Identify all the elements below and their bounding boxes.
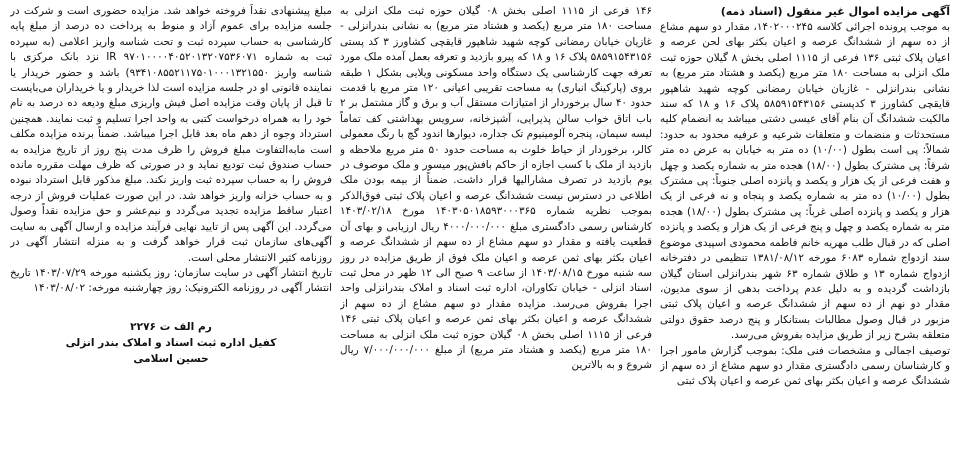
notice-column-left bbox=[10, 4, 332, 454]
notice-description-paragraph: توصیف اجمالی و مشخصات فنی ملک: بموجب گزارش مامور اجرا و کارشناسان رسمی دادگستری مقدار دو سهم مشاع از ده سهم از ششدانگ عرصه و اعیان بکثر بهای ثمن عرصه و اعیان پلاک ثبتی bbox=[660, 344, 950, 388]
notice-terms-paragraph: مبلغ پیشنهادی نقداً فروخته خواهد شد. مزایده حضوری است و شرکت در جلسه مزایده برای عموم آزاد و منوط به پرداخت ده درصد از مبلغ پایه کارشناسی به حساب سپرده ثبت و تحت شناسه واریز اعلامی (به سپرده ثبت به شماره IR ۹۷۰۱۰۰۰۰۴۰۵۲۰۱۳۲۰۷۵۳۶۰۷۱ نزد بانک مرکزی با شناسه واریز ۹۳۴۱۰۸۵۵۲۱۱۷۵۰۱۰۰۰۱۳۲۱۵۵۰) باشد و حضور خریدار یا نماینده قانونی او در جلسه مزایده است لذا خریدار و یا خریداران می‌بایست تا قبل از پایان وقت مزایده اصل فیش واریزی مبلغ ودیعه ده درصد به نام خود را به همراه درخواست کتبی به واحد اجرا تسلیم و ثبت نمایند. همچنین استرداد وجوه از دهم ماه بعد قابل اجرا میباشد. ضمناً برنده مزایده مکلف است مابه‌التفاوت مبلغ فروش را ظرف مدت پنج روز از تاریخ مزایده به حساب صندوق ثبت تودیع نماید و در صورتی که ظرف مهلت مقرره مانده فروش را به حساب سپرده ثبت واریز نکند. مبلغ مذکور قابل استرداد نبوده و به حساب خزانه واریز خواهد شد. در این صورت عملیات فروش از درجه اعتبار ساقط مزایده تجدید می‌گردد و نیم‌عشر و حق مزایده نقداً وصول می‌گردد. این آگهی پس از تایید نهایی فرآیند مزایده و ارسال آگهی به سایت آگهی‌های سازمان ثبت قرار خواهد گرفت و به منزله انتشار آگهی در روزنامه کثیر الانتشار محلی است. bbox=[10, 5, 332, 264]
signature-title: کفیل اداره ثبت اسناد و املاک بندر انزلی bbox=[65, 336, 277, 349]
signature-reference: رم الف ت ۲۲۷۶ bbox=[130, 320, 212, 333]
signature-block bbox=[10, 319, 332, 367]
notice-title: آگهی مزایده اموال غیر منقول (اسناد ذمه) bbox=[720, 5, 950, 18]
signature-name: حسین اسلامی bbox=[133, 352, 209, 365]
notice-publication-dates: تاریخ انتشار آگهی در سایت سازمان: روز یکشنبه مورخه ۱۴۰۳/۰۷/۲۹ تاریخ انتشار آگهی در روزنامه الکترونیک: روز چهارشنبه مورخه: ۱۴۰۳/۰۸/۰۲ bbox=[10, 266, 332, 295]
notice-column-right bbox=[660, 4, 950, 454]
notice-intro-paragraph: به موجب پرونده اجرائی کلاسه ۱۴۰۲۰۰۰۲۴۵، مقدار دو سهم مشاع از ده سهم از ششدانگ عرصه و اعیان بکثر بهای لحن عرصه و اعیان پلاک ثبتی ۱۳۶ فرعی از ۱۱۱۵ اصلی بخش ۸ گیلان حوزه ثبت ملک انزلی به مساحت ۱۸۰ متر مربع (یکصد و هشتاد متر مربع) به نشانی بندرانزلی - غازیان خیابان رمضانی کوچه شهید شاهپور قایقچی کشاورز ۳ کدپستی ۵۸۵۹۱۵۴۳۱۵۶ پلاک ۱۶ و ۱۸ که سند مالکیت ششدانگ آن بنام آقای عیسی دشتی میباشد به انضمام کلیه مستحدثات و منضمات و متعلقات شرعیه و عرفیه محدود به حدود: شمالاً: پی است بطول (۱۰/۰۰) ده متر به خیابان به عرض ده متر شرقاً: پی مشترک بطول (۱۸/۰۰) هجده متر به شماره یکصد و چهل و هفت فرعی از یک هزار و یکصد و پانزده اصلی جنوباً: پی مشترک بطول (۱۰/۰۰) ده متر به شماره یکصد و پنجاه و نه فرعی از یک هزار و یکصد و پانزده اصلی غرباً: پی مشترک بطول (۱۸/۰۰) هجده متر به شماره یکصد و چهل و پنج فرعی از یک هزار و یکصد و پانزده اصلی که در قبال طلب مهریه خانم فاطمه محمودی اسپیدی موضوع سند ازدواج شماره ۶۰۸۳ مورخه ۱۳۸۱/۰۸/۱۲ تنظیمی در دفترخانه ازدواج شماره ۱۳ و طلاق شماره ۶۳ شهر بندرانزلی استان گیلان بازداشت گردیده و به دلیل عدم پرداخت بدهی از سوی مدیون، مقدار دو نهم از ده سهم از ششدانگ عرصه و اعیان پلاک ثبتی مزبور در قبال وصول مطالبات بستانکار و پنج درصد حقوق دولتی متعلقه بشرح زیر از طریق مزایده بفروش می‌رسد. bbox=[660, 21, 950, 342]
notice-property-details-paragraph: ۱۴۶ فرعی از ۱۱۱۵ اصلی بخش ۰۸ گیلان حوزه ثبت ملک انزلی به مساحت ۱۸۰ متر مربع (یکصد و هشتاد متر مربع) به نشانی بندرانزلی - غازیان خیابان رمضانی کوچه شهید شاهپور قایقچی کشاورز ۳ کد پستی ۵۸۵۹۱۵۴۳۱۵۶ پلاک ۱۶ و ۱۸ که پیرو بازدید و تعرفه بعمل آمده ملک مورد تعرفه جهت کارشناسی یک دستگاه واحد مسکونی ویلایی بشکل ۱ طبقه بروی (پارکینگ انباری) به مساحت تقریبی اعیانی ۱۲۰ متر مربع با قدمت حدود ۴۰ سال برخوردار از امتیازات مستقل آب و برق و گاز مشتمل بر ۲ باب اتاق خواب سالن پذیرایی، آشپزخانه، سرویس بهداشتی کف تماماً لیسه سیمان، پنجره آلومینیوم تک جداره، دیوارها اندود گچ با رنگ معمولی کالر، برخوردار از حیاط خلوت به مساحت حدود ۵۰ متر مربع ملاحظه و بازدید از ملک با کسب اجازه از حاکم بافش‌پور میسور و ملک موصوف در یوم بازدید در تصرف مشارالیها قرار داشت. ضمناً از بیمه بودن ملک اطلاعی در دسترس نیست ششدانگ عرصه و اعیان پلاک ثبتی فوق‌الذکر بموجب نظریه شماره ۱۴۰۳۰۵۰۱۸۵۹۳۰۰۰۳۶۵ مورخ ۱۴۰۳/۰۲/۱۸ کارشناس رسمی دادگستری مبلغ ۴۰۰۰/۰۰۰/۰۰۰ ریال ارزیابی و بهای آن قطعیت یافته و مقدار دو سهم مشاع از ده سهم از ششدانگ عرصه و اعیان بکثر بهای ثمن عرصه و اعیان ملک فوق از طریق مزایده در روز سه شنبه مورخ ۱۴۰۳/۰۸/۱۵ از ساعت ۹ صبح الی ۱۲ ظهر در محل ثبت اسناد انزلی - خیابان تکاوران، اداره ثبت اسناد و املاک بندرانزلی واحد اجرا بفروش می‌رسد. مزایده مقدار دو سهم مشاع از ده سهم از ششدانگ عرصه و اعیان بکثر بهای ثمن عرصه و اعیان پلاک ثبتی ۱۴۶ فرعی از ۱۱۱۵ اصلی بخش ۰۸ گیلان حوزه ثبت ملک انزلی به مساحت ۱۸۰ متر مربع (یکصد و هشتاد متر مربع) از مبلغ ۷/۰۰۰/۰۰۰/۰۰۰ ریال شروع و به بالاترین bbox=[340, 5, 652, 372]
notice-column-middle bbox=[340, 4, 652, 454]
